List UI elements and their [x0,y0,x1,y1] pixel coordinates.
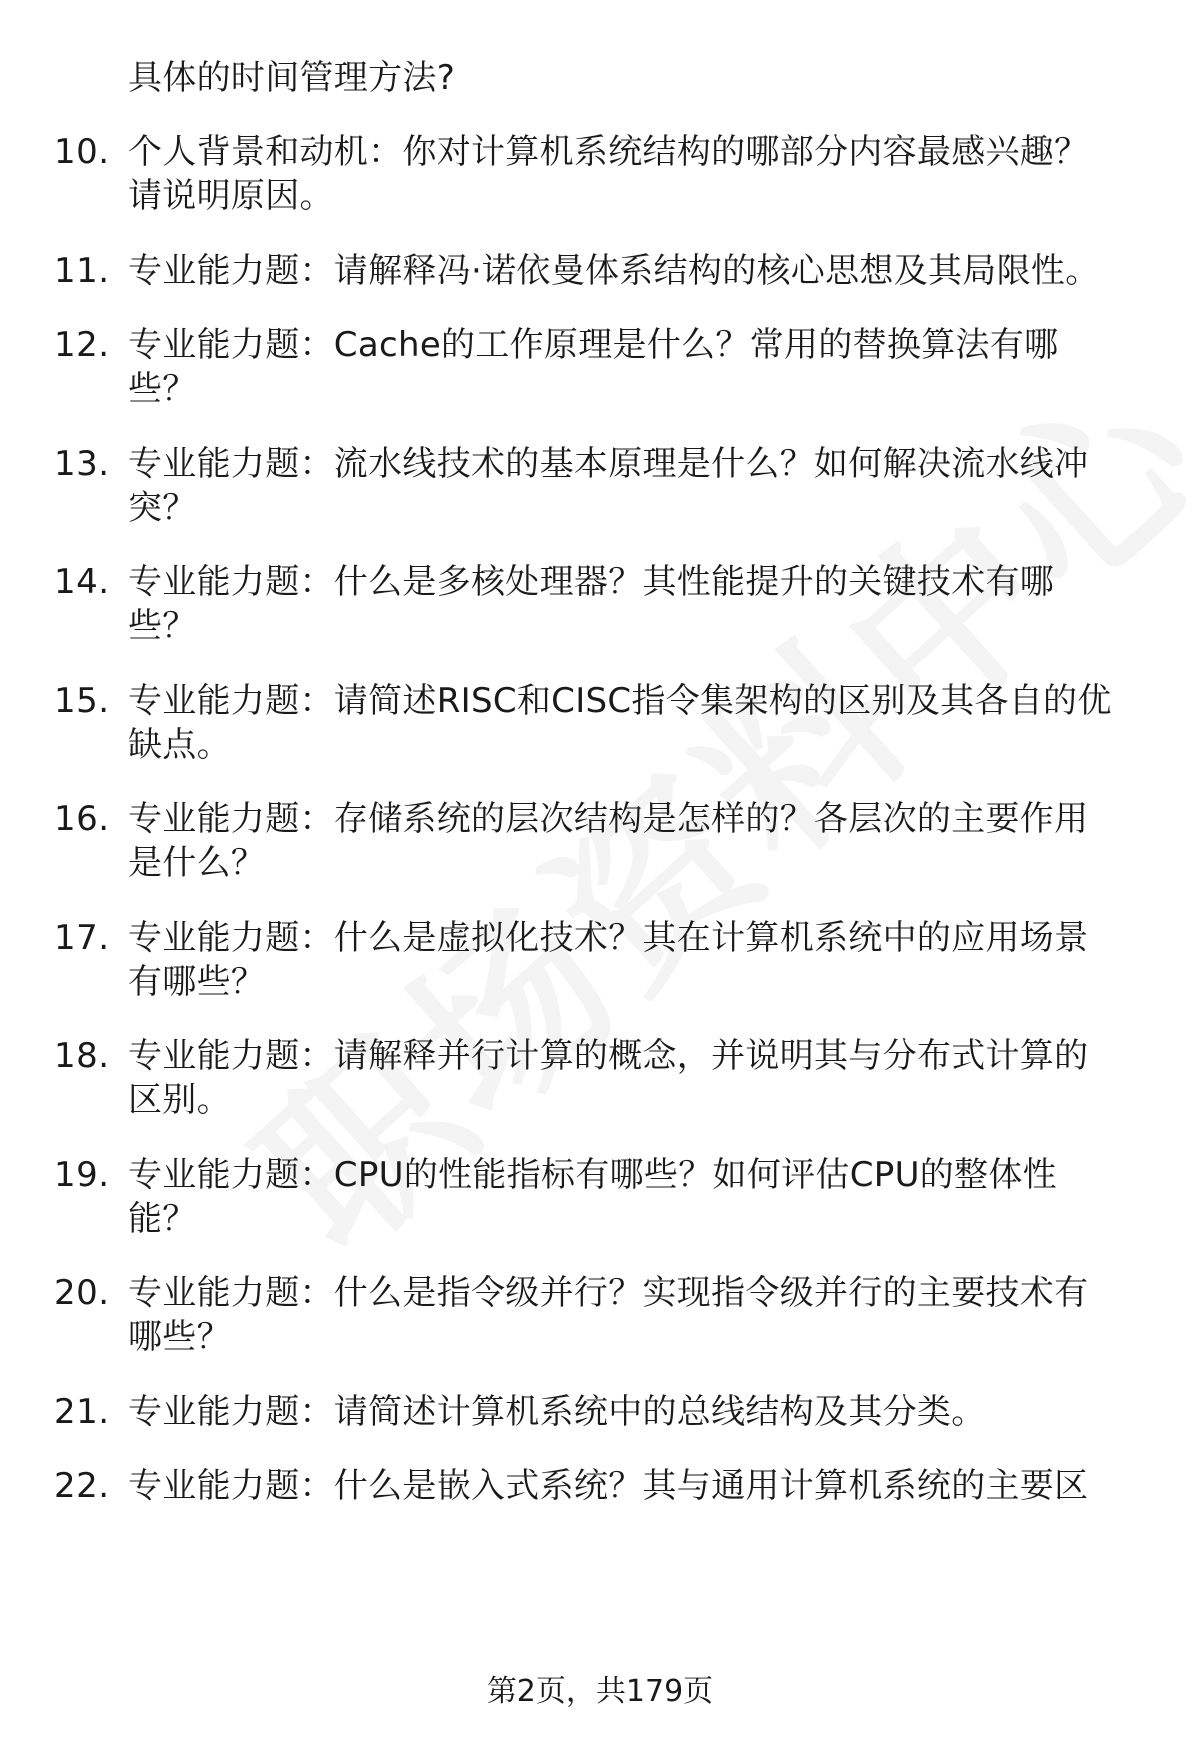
item-number: 11. [54,251,110,291]
item-text-line-2: 突？ [128,488,197,528]
item-text-line-2: 缺点。 [128,725,231,765]
item-number: 12. [54,325,110,365]
item-text-line-1: 专业能力题：请简述RISC和CISC指令集架构的区别及其各自的优 [128,681,1112,721]
item-number: 10. [54,132,110,172]
item-text-line-2: 些？ [128,606,197,646]
item-text-line-2: 请说明原因。 [128,176,334,216]
page-footer: 第2页，共179页 [486,1674,714,1709]
item-text-line-1: 专业能力题：什么是指令级并行？实现指令级并行的主要技术有 [128,1273,1089,1313]
item-text-line-1: 专业能力题：请解释并行计算的概念，并说明其与分布式计算的 [128,1036,1089,1076]
item-number: 19. [54,1155,110,1195]
item-text-line-1: 专业能力题：什么是嵌入式系统？其与通用计算机系统的主要区 [128,1466,1089,1506]
item-text-line-1: 专业能力题：请简述计算机系统中的总线结构及其分类。 [128,1392,986,1432]
item-number: 13. [54,444,110,484]
item-number: 21. [54,1392,110,1432]
item-text-line-1: 专业能力题：存储系统的层次结构是怎样的？各层次的主要作用 [128,799,1089,839]
item-number: 20. [54,1273,110,1313]
item-text-line-2: 些？ [128,369,197,409]
item-text-line-2: 有哪些？ [128,962,266,1002]
item-number: 14. [54,562,110,602]
item-text-line-1: 具体的时间管理方法? [128,58,456,98]
item-number: 17. [54,918,110,958]
item-number: 16. [54,799,110,839]
item-number: 22. [54,1466,110,1506]
item-text-line-1: 专业能力题：请解释冯·诺依曼体系结构的核心思想及其局限性。 [128,251,1100,291]
item-text-line-2: 能？ [128,1199,197,1239]
item-number: 15. [54,681,110,721]
item-text-line-1: 专业能力题：流水线技术的基本原理是什么？如何解决流水线冲 [128,444,1089,484]
item-number: 18. [54,1036,110,1076]
item-text-line-2: 哪些？ [128,1317,231,1357]
item-text-line-1: 专业能力题：Cache的工作原理是什么？常用的替换算法有哪 [128,325,1059,365]
item-text-line-1: 个人背景和动机：你对计算机系统结构的哪部分内容最感兴趣？ [128,132,1089,172]
item-text-line-1: 专业能力题：什么是虚拟化技术？其在计算机系统中的应用场景 [128,918,1089,958]
item-text-line-2: 是什么？ [128,843,266,883]
item-text-line-1: 专业能力题：CPU的性能指标有哪些？如何评估CPU的整体性 [128,1155,1057,1195]
item-text-line-1: 专业能力题：什么是多核处理器？其性能提升的关键技术有哪 [128,562,1055,602]
item-text-line-2: 区别。 [128,1080,231,1120]
